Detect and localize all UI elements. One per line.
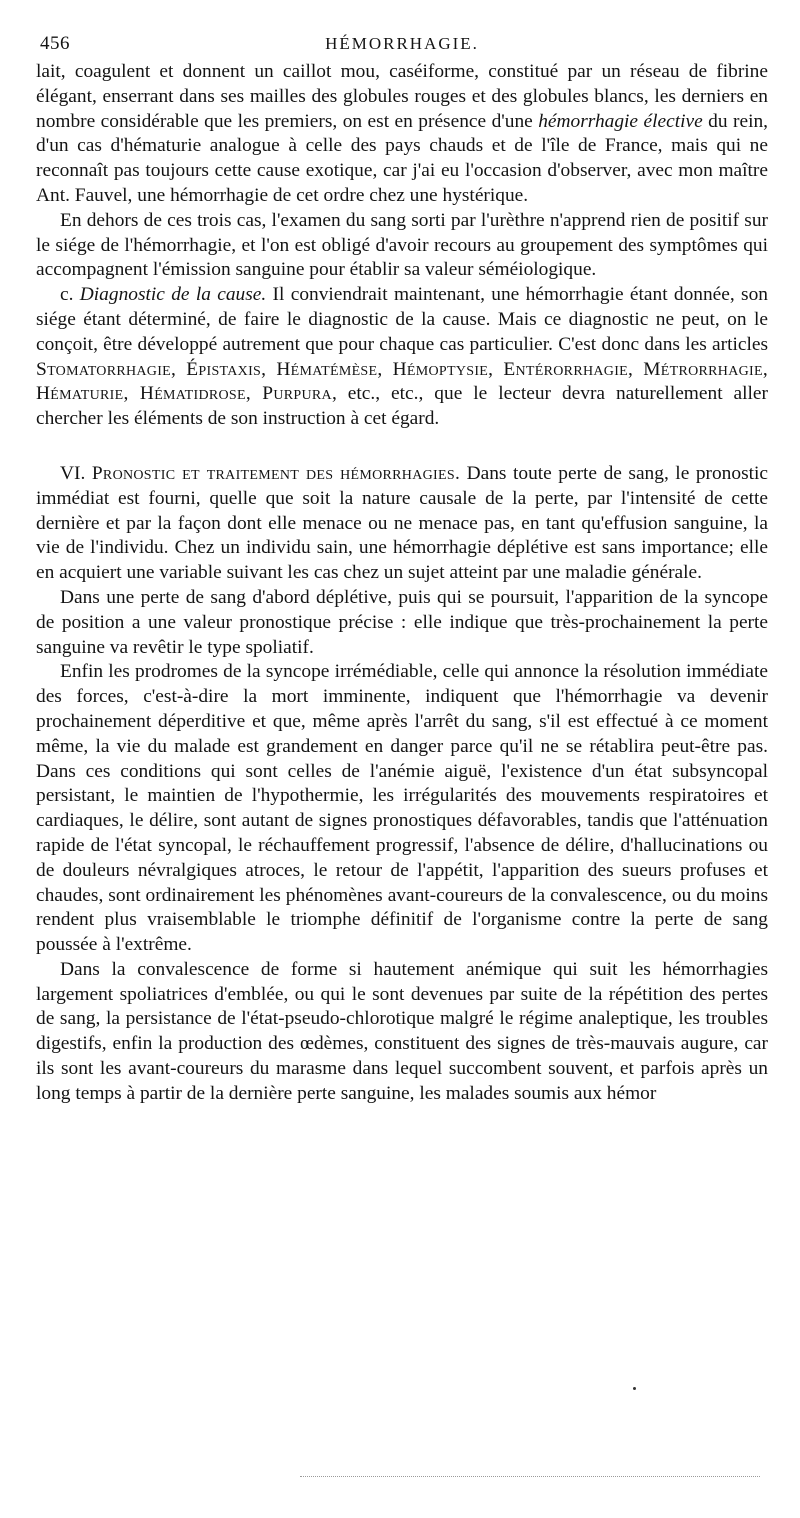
running-title: HÉMORRHAGIE.: [325, 34, 479, 53]
article-references: Stomatorrhagie, Épistaxis, Hématémèse, Hémoptysie, Entérorrhagie, Métrorrhagie, Hématurie, Hématidrose, Purpura: [36, 358, 768, 405]
paragraph: Enfin les prodromes de la syncope irrémédiable, celle qui annonce la résolution immédiate des forces, c'est-à-dire la mort imminente, indiquent que l'hémorrhagie va devenir prochainement déperditive et que, même après l'arrêt du sang, s'il est effectué à ce moment même, la vie du malade est grandement en danger parce qu'il ne se rétablira peut-être pas. Dans ces conditions qui sont celles de l'anémie aiguë, l'existence d'un état subsyncopal persistant, le maintien de l'hypothermie, les irrégularités des mouvements respiratoires et cardiaques, le délire, sont autant de signes pronostiques défavorables, tandis que l'atténuation rapide de l'état syncopal, le réchauffement progressif, l'absence de délire, d'hallucinations ou de douleurs névralgiques atroces, le retour de l'appétit, l'apparition des sueurs profuses et chaudes, sont ordinairement les phénomènes avant-coureurs de la convalescence, ou du moins rendent plus vraisemblable le triomphe définitif de l'organisme contre la perte de sang poussée à l'extrême.: [36, 661, 768, 956]
paragraph: En dehors de ces trois cas, l'examen du sang sorti par l'urèthre n'apprend rien de positif sur le siége de l'hémorrhagie, et l'on est obligé d'avoir recours au groupement des symptômes qui accompagnent l'émission sanguine pour établir sa valeur séméiologique.: [36, 209, 768, 281]
paragraph-text: Il conviendrait maintenant, une hémorrhagie étant donnée, son siége étant déterminé, de faire le diagnostic de la cause. Mais ce diagnostic ne peut, on le conçoit, être développé autrement que pour chaque cas particulier. C'est donc dans les articles: [36, 284, 768, 355]
subsection-heading: Diagnostic de la cause.: [79, 284, 267, 306]
section-vi-paragraph: [36, 462, 768, 586]
page-number: 456: [40, 33, 70, 54]
paragraph-text: Dans toute perte de sang, le pronostic immédiat est fourni, quelle que soit la nature causale de la perte, par l'intensité de cette dernière et par la façon dont elle menace ou ne menace pas, en tant qu'effusion sanguine, la vie de l'individu. Chez un individu sain, une hémorrhagie déplétive est sans importance; elle en acquiert une variable suivant les cas chez un sujet atteint par une maladie générale.: [36, 462, 768, 584]
emphasis-term: hémorrhagie élective: [538, 110, 703, 132]
paragraph-text: , etc., etc., que le lecteur devra naturellement aller chercher les éléments de son instruction à cet égard.: [36, 383, 768, 430]
footer-dotted-rule: [300, 1476, 760, 1477]
section-number: VI.: [60, 462, 92, 484]
paragraph-text: du rein, d'un cas d'hématurie analogue à celle des pays chauds et de l'île de France, mais qui ne reconnaît pas toujours cette cause exotique, car j'ai eu l'occasion d'observer, avec mon maître Ant. Fauvel, une hémorrhagie de cet ordre chez une hystérique.: [36, 110, 768, 206]
paragraph-continued: [36, 60, 768, 209]
paragraph: Dans une perte de sang d'abord déplétive, puis qui se poursuit, l'apparition de la syncope de position a une valeur pronostique précise : elle indique que très-prochainement la perte sanguine va revêtir le type spoliatif.: [36, 586, 768, 658]
section-heading: Pronostic et traitement des hémorrhagies.: [91, 462, 461, 484]
subsection-label: c.: [60, 284, 80, 306]
page-body: [36, 60, 768, 1107]
section-spacer: [36, 432, 768, 462]
page-header: [36, 0, 768, 60]
paragraph-text: lait, coagulent et donnent un caillot mou, caséiforme, constitué par un réseau de fibrine élégant, enserrant dans ses mailles des globules rouges et des globules blancs, les derniers en nombre considérable que les premiers, on est en présence d'une: [36, 61, 768, 132]
paragraph-diagnostic-cause: [36, 283, 768, 432]
paragraph: Dans la convalescence de forme si hautement anémique qui suit les hémorrhagies largement spoliatrices d'emblée, ou qui le sont devenues par suite de la répétition des pertes de sang, la persistance de l'état-pseudo-chlorotique malgré le régime analeptique, les troubles digestifs, enfin la production des œdèmes, constituent des signes de très-mauvais augure, car ils sont les avant-coureurs du marasme dans lequel succombent souvent, et parfois après un long temps à partir de la dernière perte sanguine, les malades soumis aux hémor: [36, 958, 768, 1104]
print-speck: [633, 1387, 636, 1390]
